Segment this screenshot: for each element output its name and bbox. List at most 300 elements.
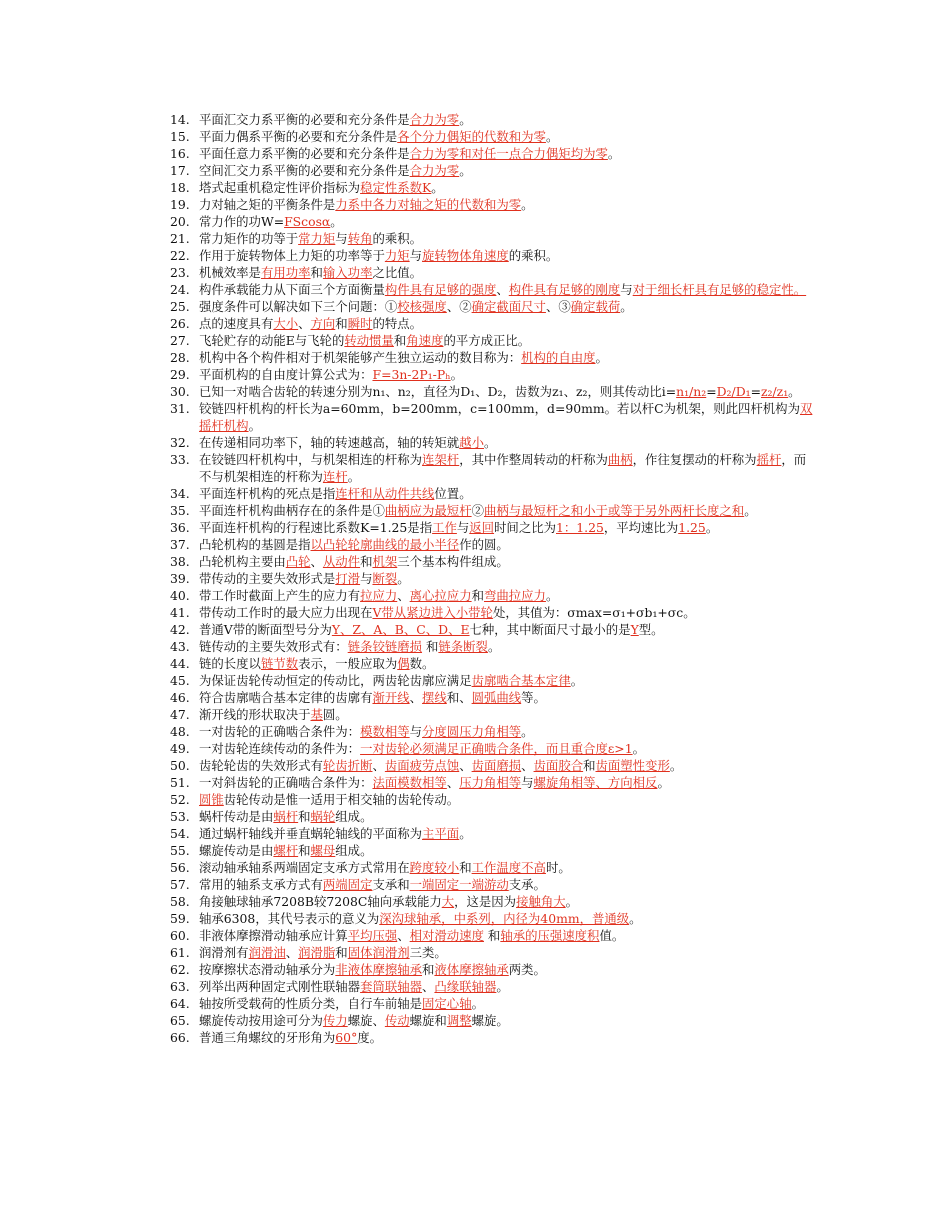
question-text [199, 162, 815, 179]
answer-blank: F=3n-2P₁-Pₕ [372, 367, 451, 382]
answer-blank: 齿面磨损 [471, 758, 522, 773]
question-fragment: 、 [298, 316, 311, 331]
question-number: 34. [170, 486, 190, 501]
question-number: 16. [170, 146, 190, 161]
question-fragment: 。 [496, 979, 509, 994]
question-fragment: 润滑剂有 [199, 945, 249, 960]
question-fragment: 。 [487, 639, 501, 654]
question-fragment: 组成。 [335, 809, 373, 824]
question-item [170, 553, 815, 570]
question-text [199, 842, 815, 859]
answer-blank: 润滑油 [248, 945, 286, 960]
question-fragment: ，平均速比为 [603, 520, 679, 535]
answer-blank: 各个分力偶矩的代数和为零 [397, 129, 546, 144]
question-number: 14. [170, 112, 190, 127]
answer-blank: 一端固定一端游动 [409, 877, 509, 892]
answer-blank: 相对滑动速度 [409, 928, 484, 943]
answer-blank: 方向 [310, 316, 336, 331]
question-text [199, 332, 815, 349]
question-fragment: 、 [422, 979, 435, 994]
question-fragment: 和 [483, 928, 501, 943]
answer-blank: 瞬时 [347, 316, 373, 331]
question-fragment: 、 [397, 928, 410, 943]
question-fragment: 机构中各个构件相对于机架能够产生独立运动的数目称为： [199, 350, 522, 365]
question-item [170, 740, 815, 757]
answer-blank: 轮齿折断 [322, 758, 373, 773]
answer-blank: 1.25 [678, 520, 706, 535]
question-text [199, 944, 815, 961]
question-text [199, 196, 815, 213]
question-item [170, 315, 815, 332]
answer-blank: 连杆和从动件共线 [335, 486, 435, 501]
question-number: 59. [170, 911, 190, 926]
answer-blank: 深沟球轴承，中系列，内径为40mm，普通级 [379, 911, 630, 926]
question-fragment: 螺旋传动按用途可分为 [199, 1013, 323, 1028]
question-number: 46. [170, 690, 190, 705]
question-fragment: 七种，其中断面尺寸最小的是 [469, 622, 631, 637]
question-number: 28. [170, 350, 190, 365]
question-fragment: 。 [347, 469, 361, 484]
answer-blank: 链条断裂 [438, 639, 488, 654]
question-fragment: 和 [393, 333, 407, 348]
question-fragment: 。 [459, 163, 472, 178]
question-fragment: 。 [632, 741, 645, 756]
question-fragment: ，而不与机架相连的杆称为 [199, 452, 807, 484]
answer-blank: 固体润滑剂 [347, 945, 410, 960]
question-fragment: 塔式起重机稳定性评价指标为 [199, 180, 361, 195]
answer-blank: 曲柄应为最短杆 [384, 503, 472, 518]
answer-blank: 蜗轮 [310, 809, 336, 824]
question-text [199, 434, 815, 451]
question-fragment: 齿轮轮齿的失效形式有 [199, 758, 323, 773]
answer-blank: 机架 [372, 554, 398, 569]
answer-blank: 打滑 [335, 571, 361, 586]
answer-blank: 一对齿轮必须满足正确啮合条件，而且重合度ε>1 [360, 741, 633, 756]
question-text [199, 604, 815, 621]
question-fragment: 在传递相同功率下，轴的转速越高，轴的转矩就 [199, 435, 460, 450]
question-fragment: 。 [397, 571, 410, 586]
question-fragment: 为保证齿轮传动恒定的传动比，两齿轮齿廓应满足 [199, 673, 472, 688]
question-fragment: 常用的轴系支承方式有 [199, 877, 323, 892]
question-number: 35. [170, 503, 190, 518]
question-item [170, 978, 815, 995]
answer-blank: 摇杆 [756, 452, 782, 467]
answer-blank: 调整 [446, 1013, 472, 1028]
question-item [170, 774, 815, 791]
question-item [170, 842, 815, 859]
question-number: 62. [170, 962, 190, 977]
question-text [199, 111, 815, 128]
answer-blank: 凸轮 [285, 554, 311, 569]
answer-blank: 连架杆 [422, 452, 460, 467]
question-text [199, 672, 815, 689]
question-number: 65. [170, 1013, 190, 1028]
question-fragment: 常力矩作的功等于 [199, 231, 299, 246]
question-text [199, 1012, 815, 1029]
answer-blank: 越小 [459, 435, 484, 450]
question-fragment: 轴承6308，其代号表示的意义为 [199, 911, 380, 926]
question-item [170, 162, 815, 179]
question-fragment: 非液体摩擦滑动轴承应计算 [199, 928, 348, 943]
answer-blank: 圆弧曲线 [471, 690, 522, 705]
question-text [199, 502, 815, 519]
question-number: 47. [170, 707, 190, 722]
answer-blank: 构件具有足够的刚度 [508, 282, 621, 297]
question-fragment: 、② [446, 299, 472, 314]
question-fragment: 。 [657, 775, 670, 790]
question-fragment: ② [471, 503, 484, 518]
question-text [199, 383, 815, 400]
question-number: 17. [170, 163, 190, 178]
answer-blank: 基 [310, 707, 323, 722]
question-number: 64. [170, 996, 190, 1011]
question-fragment: 凸轮机构的基圆是指 [199, 537, 311, 552]
question-number: 30. [170, 384, 190, 399]
question-text [199, 298, 815, 315]
answer-blank: 机构的自由度 [521, 350, 596, 365]
question-fragment: 普通V带的断面型号分为 [199, 622, 332, 637]
question-text [199, 740, 815, 757]
answer-blank: 齿面塑性变形 [595, 758, 670, 773]
question-text [199, 808, 815, 825]
question-number: 31. [170, 401, 190, 416]
question-fragment: 角接触球轴承7208B较7208C轴向承载能力 [199, 894, 442, 909]
answer-blank: 曲柄与最短杆之和小于或等于另外两杆长度之和 [483, 503, 745, 518]
question-number: 39. [170, 571, 190, 586]
answer-blank: 链条铰链磨损 [347, 639, 423, 654]
question-number: 63. [170, 979, 190, 994]
question-text [199, 570, 815, 587]
answer-blank: 蜗杆 [273, 809, 299, 824]
question-fragment: 三个基本构件组成。 [397, 554, 509, 569]
question-number: 55. [170, 843, 190, 858]
question-item [170, 825, 815, 842]
question-fragment: 和 [298, 809, 311, 824]
question-fragment: 平面任意力系平衡的必要和充分条件是 [199, 146, 410, 161]
question-number: 42. [170, 622, 190, 637]
question-item [170, 791, 815, 808]
question-fragment: = [750, 384, 761, 399]
question-text [199, 689, 815, 706]
question-fragment: 与 [521, 775, 534, 790]
question-fragment: 、 [521, 758, 534, 773]
question-fragment: 、 [446, 775, 460, 790]
question-number: 53. [170, 809, 190, 824]
question-text [199, 366, 815, 383]
question-text [199, 723, 815, 740]
answer-blank: 断裂 [372, 571, 398, 586]
question-fragment: 的特点。 [372, 316, 423, 331]
question-fragment: 。 [705, 520, 719, 535]
question-fragment: 和 [459, 860, 472, 875]
answer-blank: 螺杆 [273, 843, 299, 858]
question-item [170, 247, 815, 264]
answer-blank: 渐开线 [372, 690, 410, 705]
question-fragment: ，这是因为 [454, 894, 517, 909]
question-fragment: 与 [360, 571, 373, 586]
question-text [199, 349, 815, 366]
question-fragment: 的乘积。 [372, 231, 423, 246]
answer-blank: 套筒联轴器 [360, 979, 423, 994]
question-fragment: 度。 [357, 1030, 383, 1045]
question-fragment: 和、 [446, 690, 472, 705]
answer-blank: 确定截面尺寸 [471, 299, 546, 314]
answer-blank: 大 [441, 894, 455, 909]
question-fragment: 平面连杆机构的死点是指 [199, 486, 336, 501]
answer-blank: 凸缘联轴器 [434, 979, 497, 994]
answer-blank: 传动 [384, 1013, 410, 1028]
answer-blank: Y、Z、A、B、C、D、E [331, 622, 470, 637]
question-number: 24. [170, 282, 190, 297]
question-fragment: 表示，一般应取为 [298, 656, 398, 671]
question-fragment: 与 [409, 724, 423, 739]
answer-blank: 常力矩 [298, 231, 336, 246]
answer-blank: 双摇杆机构 [199, 401, 813, 433]
question-fragment: 、 [372, 758, 385, 773]
question-fragment: 点的速度具有 [199, 316, 274, 331]
question-fragment: 圆。 [322, 707, 348, 722]
question-text [199, 553, 815, 570]
question-item [170, 944, 815, 961]
question-number: 41. [170, 605, 190, 620]
question-number: 23. [170, 265, 190, 280]
answer-blank: 偶 [397, 656, 410, 671]
question-fragment: 列举出两种固定式刚性联轴器 [199, 979, 361, 994]
answer-blank: 固定心轴 [422, 996, 472, 1011]
answer-blank: 链节数 [260, 656, 299, 671]
question-number: 66. [170, 1030, 190, 1045]
question-fragment: 两类。 [508, 962, 546, 977]
answer-blank: 齿廓啮合基本定律 [471, 673, 571, 688]
question-fragment: 。 [330, 214, 343, 229]
question-item [170, 485, 815, 502]
question-item [170, 655, 815, 672]
answer-blank: 轴承的压强速度积 [500, 928, 600, 943]
answer-blank: 润滑脂 [298, 945, 336, 960]
question-fragment: 螺旋、 [347, 1013, 385, 1028]
question-fragment: 。 [471, 996, 484, 1011]
question-text [199, 638, 815, 655]
question-text [199, 400, 815, 434]
question-text [199, 961, 815, 978]
answer-blank: 法面模数相等 [372, 775, 447, 790]
question-text [199, 859, 815, 876]
question-text [199, 179, 815, 196]
question-fragment: 和 [422, 639, 439, 654]
question-text [199, 536, 815, 553]
question-item [170, 910, 815, 927]
question-fragment: 作用于旋转物体上力矩的功率等于 [199, 248, 385, 263]
question-fragment: 螺旋和 [409, 1013, 447, 1028]
question-fragment: 。 [607, 146, 621, 161]
question-fragment: 通过蜗杆轴线并垂直蜗轮轴线的平面称为 [199, 826, 423, 841]
question-fragment: 的平方成正比。 [443, 333, 531, 348]
question-fragment: 支承。 [508, 877, 546, 892]
question-number: 56. [170, 860, 190, 875]
question-item [170, 298, 815, 315]
question-fragment: 平面汇交力系平衡的必要和充分条件是 [199, 112, 410, 127]
question-number: 27. [170, 333, 190, 348]
question-fragment: 渐开线的形状取决于 [199, 707, 311, 722]
question-item [170, 757, 815, 774]
question-fragment: 。 [483, 435, 497, 450]
question-fragment: 等。 [521, 690, 546, 705]
question-item [170, 672, 815, 689]
question-fragment: ，作往复摆动的杆称为 [632, 452, 757, 467]
question-text [199, 757, 815, 774]
question-fragment: 平面连杆机构曲柄存在的条件是① [199, 503, 385, 518]
question-number: 15. [170, 129, 190, 144]
question-list [170, 111, 815, 1046]
answer-blank: 齿面疲劳点蚀 [384, 758, 460, 773]
answer-blank: 模数相等 [360, 724, 410, 739]
question-fragment: 链传动的主要失效形式有： [199, 639, 348, 654]
question-fragment: 链的长度以 [199, 656, 261, 671]
question-number: 25. [170, 299, 190, 314]
question-item [170, 808, 815, 825]
answer-blank: 传力 [322, 1013, 348, 1028]
question-fragment: 螺旋传动是由 [199, 843, 274, 858]
question-fragment: 机械效率是 [199, 265, 261, 280]
answer-blank: 校核强度 [397, 299, 447, 314]
answer-blank: 转角 [347, 231, 373, 246]
question-text [199, 825, 815, 842]
answer-blank: 合力为零 [409, 163, 460, 178]
question-fragment: 普通三角螺纹的牙形角为 [199, 1030, 336, 1045]
answer-blank: 60° [335, 1030, 358, 1045]
question-fragment: 和 [335, 945, 348, 960]
answer-blank: 弯曲拉应力 [483, 588, 546, 603]
question-number: 32. [170, 435, 190, 450]
question-item [170, 434, 815, 451]
answer-blank: 拉应力 [360, 588, 398, 603]
question-number: 49. [170, 741, 190, 756]
question-item [170, 332, 815, 349]
question-text [199, 230, 815, 247]
question-number: 21. [170, 231, 190, 246]
question-text [199, 655, 815, 672]
question-fragment: 蜗杆传动是由 [199, 809, 274, 824]
question-fragment: 作的圆。 [459, 537, 509, 552]
answer-blank: 两端固定 [322, 877, 373, 892]
question-number: 44. [170, 656, 190, 671]
question-fragment: 。 [620, 299, 633, 314]
question-item [170, 587, 815, 604]
answer-blank: z₂/z₁ [761, 384, 789, 399]
question-fragment: 。 [570, 673, 584, 688]
question-text [199, 791, 815, 808]
question-number: 22. [170, 248, 190, 263]
question-text [199, 587, 815, 604]
question-fragment: 值。 [599, 928, 625, 943]
question-number: 51. [170, 775, 190, 790]
question-item [170, 230, 815, 247]
answer-blank: 工作 [432, 520, 457, 535]
question-item [170, 400, 815, 434]
question-fragment: 数。 [409, 656, 435, 671]
question-fragment: 。 [669, 758, 683, 773]
question-number: 38. [170, 554, 190, 569]
question-number: 54. [170, 826, 190, 841]
question-fragment: 。 [459, 112, 472, 127]
question-fragment: ，其中作整周转动的杆称为 [459, 452, 608, 467]
question-item [170, 621, 815, 638]
answer-blank: 接触角大 [516, 894, 566, 909]
answer-blank: n₁/n₂ [676, 384, 707, 399]
question-fragment: 平面机构的自由度计算公式为： [199, 367, 373, 382]
question-fragment: 和 [583, 758, 596, 773]
question-number: 18. [170, 180, 190, 195]
question-text [199, 264, 815, 281]
question-fragment: 力对轴之矩的平衡条件是 [199, 197, 336, 212]
question-fragment: 常力作的功W= [199, 214, 285, 229]
answer-blank: 稳定性系数K [360, 180, 432, 195]
question-fragment: 时间之比为 [494, 520, 556, 535]
question-item [170, 859, 815, 876]
answer-blank: 对于细长杆具有足够的稳定性。 [632, 282, 807, 297]
question-fragment: 型。 [638, 622, 664, 637]
answer-blank: 齿面胶合 [533, 758, 584, 773]
answer-blank: D₂/D₁ [716, 384, 751, 399]
answer-blank: 1：1.25 [556, 520, 604, 535]
question-fragment: 和 [335, 316, 348, 331]
question-fragment: 。 [545, 588, 559, 603]
question-item [170, 638, 815, 655]
answer-blank: 转动惯量 [344, 333, 394, 348]
answer-blank: 曲柄 [607, 452, 633, 467]
question-fragment: 轴按所受载荷的性质分类，自行车前轴是 [199, 996, 423, 1011]
answer-blank: Y [630, 622, 639, 637]
question-text [199, 978, 815, 995]
answer-blank: 压力角相等 [459, 775, 522, 790]
question-number: 40. [170, 588, 190, 603]
question-fragment: 平面力偶系平衡的必要和充分条件是 [199, 129, 398, 144]
question-text [199, 128, 815, 145]
question-item [170, 213, 815, 230]
question-item [170, 145, 815, 162]
question-fragment: 。 [248, 418, 261, 433]
question-fragment: 和 [298, 843, 311, 858]
answer-blank: 工作温度不高 [471, 860, 546, 875]
question-number: 37. [170, 537, 190, 552]
answer-blank: V带从紧边进入小带轮 [372, 605, 493, 620]
question-item [170, 706, 815, 723]
question-item [170, 1012, 815, 1029]
answer-blank: 非液体摩擦轴承 [335, 962, 423, 977]
question-text [199, 621, 815, 638]
question-item [170, 128, 815, 145]
question-item [170, 111, 815, 128]
question-item [170, 281, 815, 298]
question-number: 36. [170, 520, 190, 535]
answer-blank: 确定载荷 [570, 299, 621, 314]
question-fragment: 。 [521, 724, 534, 739]
question-fragment: 。 [545, 129, 559, 144]
question-number: 20. [170, 214, 190, 229]
question-number: 48. [170, 724, 190, 739]
question-fragment: 之比值。 [372, 265, 423, 280]
question-item [170, 723, 815, 740]
answer-blank: 大小 [273, 316, 299, 331]
question-number: 45. [170, 673, 190, 688]
question-fragment: 按摩擦状态滑动轴承分为 [199, 962, 336, 977]
answer-blank: 圆锥 [199, 792, 224, 807]
question-fragment: 带传动的主要失效形式是 [199, 571, 336, 586]
question-item [170, 536, 815, 553]
question-item [170, 893, 815, 910]
question-item [170, 961, 815, 978]
question-number: 58. [170, 894, 190, 909]
